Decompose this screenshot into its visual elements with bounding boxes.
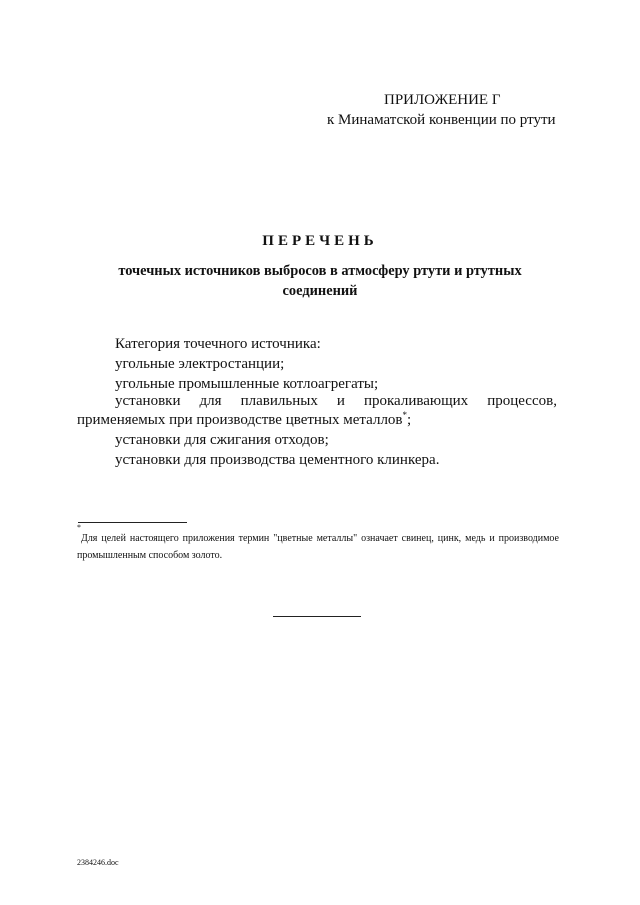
smelting-word: процессов, bbox=[487, 393, 557, 409]
smelting-line2-text: применяемых при производстве цветных металлов bbox=[77, 412, 403, 428]
document-reference: 2384246.doc bbox=[77, 858, 119, 867]
category-label: Категория точечного источника: bbox=[115, 336, 321, 352]
list-item-smelting-line1 bbox=[115, 393, 557, 410]
footnote-mark: * bbox=[402, 410, 408, 420]
smelting-word: установки bbox=[115, 393, 181, 409]
footnote-marker: * bbox=[77, 523, 81, 532]
smelting-word: плавильных bbox=[240, 393, 318, 409]
list-item-coal-power: угольные электростанции; bbox=[115, 356, 285, 372]
smelting-word: для bbox=[199, 393, 222, 409]
smelting-word: прокаливающих bbox=[363, 393, 469, 409]
footnote-divider bbox=[78, 522, 187, 523]
item-terminator: ; bbox=[407, 412, 412, 428]
list-item-coal-boilers: угольные промышленные котлоагрегаты; bbox=[115, 376, 379, 392]
list-title: ПЕРЕЧЕНЬ bbox=[262, 233, 378, 249]
footnote bbox=[77, 523, 559, 564]
appendix-subtitle: к Минаматской конвенции по ртути bbox=[327, 112, 556, 128]
list-item-waste-incineration: установки для сжигания отходов; bbox=[115, 432, 329, 448]
list-item-cement-clinker: установки для производства цементного клинкера. bbox=[115, 452, 440, 468]
smelting-word: и bbox=[336, 393, 345, 409]
list-subtitle: точечных источников выбросов в атмосферу ртути и ртутных соединений bbox=[118, 263, 522, 299]
appendix-title: ПРИЛОЖЕНИЕ Г bbox=[384, 92, 501, 108]
list-item-smelting-line2 bbox=[77, 412, 411, 429]
end-divider bbox=[273, 616, 361, 617]
footnote-text: Для целей настоящего приложения термин "цветные металлы" означает свинец, цинк, медь и производимое промышленным способом золото. bbox=[77, 533, 559, 561]
